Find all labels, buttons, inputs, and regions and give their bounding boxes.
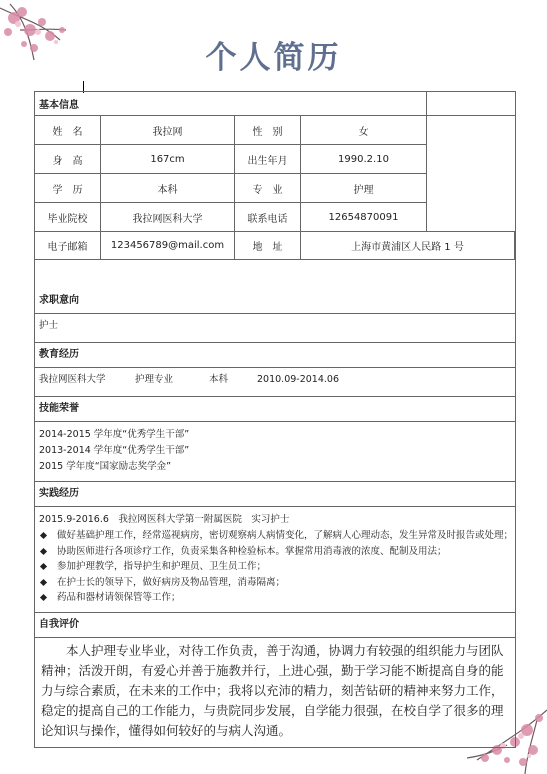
list-item: 协助医师进行各项诊疗工作，负责采集各种检验标本。掌握常用消毒液的浓度、配制及用法； [39,544,511,560]
list-item: 参加护理教学，指导护生和护理员、卫生员工作； [39,559,511,575]
label-address: 地 址 [235,231,301,260]
label-name: 姓 名 [35,115,101,144]
honor-item: 2014-2015 学年度“优秀学生干部” [39,429,190,440]
honors-list[interactable] [35,422,515,482]
section-heading-intent: 求职意向 [35,289,515,314]
label-gender: 性 别 [235,115,301,144]
label-phone: 联系电话 [235,202,301,231]
honor-item: 2013-2014 学年度“优秀学生干部” [39,445,190,456]
photo-area[interactable] [427,115,515,231]
intent-text[interactable]: 护士 [35,314,515,343]
list-item: 做好基础护理工作，经常巡视病房，密切观察病人病情变化，了解病人心理动态，发生异常及时报告或处理； [39,528,511,544]
value-email[interactable]: 123456789@mail.com [101,231,235,260]
edu-school: 我拉网医科大学 [39,374,106,385]
edu-degree: 本科 [209,374,229,385]
section-heading-education: 教育经历 [35,343,515,368]
label-email: 电子邮箱 [35,231,101,260]
list-item: 在护士长的领导下，做好病房及物品管理，消毒隔离； [39,575,511,591]
self-evaluation-text[interactable]: 本人护理专业毕业，对待工作负责，善于沟通，协调力有较强的组织能力与团队精神；活泼开朗，有爱心并善于施教并行，上进心强，勤于学习能不断提高自身的能力与综合素质，在未来的工作中；我将以充沛的精力，刻苦钻研的精神来努力工作，稳定的提高自己的工作能力，与贵院同步发展，自学能力很强，在校自学了很多的理论知识与操作，懂得如何较好的与病人沟通。 [35,638,515,748]
section-heading-practice: 实践经历 [35,482,515,507]
section-heading-basic: 基本信息 [35,91,427,115]
section-heading-honors: 技能荣誉 [35,397,515,422]
resume-table [34,91,516,748]
page-title: 个人简历 [205,40,342,76]
value-birth[interactable]: 1990.2.10 [301,144,427,173]
value-name[interactable]: 我拉网 [101,115,235,144]
section-intent [35,289,515,343]
basic-info-grid [35,91,515,289]
section-self [35,613,515,748]
practice-summary: 2015.9-2016.6 我拉网医科大学第一附属医院 实习护士 [39,514,290,525]
section-education [35,343,515,397]
value-school[interactable]: 我拉网医科大学 [101,202,235,231]
label-education: 学 历 [35,173,101,202]
label-birth: 出生年月 [235,144,301,173]
value-education[interactable]: 本科 [101,173,235,202]
value-major[interactable]: 护理 [301,173,427,202]
value-gender[interactable]: 女 [301,115,427,144]
label-major: 专 业 [235,173,301,202]
list-item: 药品和器材请领保管等工作； [39,590,511,606]
edu-period: 2010.09-2014.06 [257,374,339,385]
value-phone[interactable]: 12654870091 [301,202,427,231]
practice-body[interactable] [35,507,515,613]
edu-major: 护理专业 [135,374,174,385]
value-address[interactable]: 上海市黄浦区人民路 1 号 [301,231,515,260]
section-honors [35,397,515,482]
honor-item: 2015 学年度“国家励志奖学金” [39,461,172,472]
section-practice [35,482,515,613]
practice-duties [39,528,514,606]
blank-cell [427,91,515,115]
label-school: 毕业院校 [35,202,101,231]
value-height[interactable]: 167cm [101,144,235,173]
label-height: 身 高 [35,144,101,173]
section-heading-self: 自我评价 [35,613,515,638]
education-row[interactable] [35,368,515,397]
